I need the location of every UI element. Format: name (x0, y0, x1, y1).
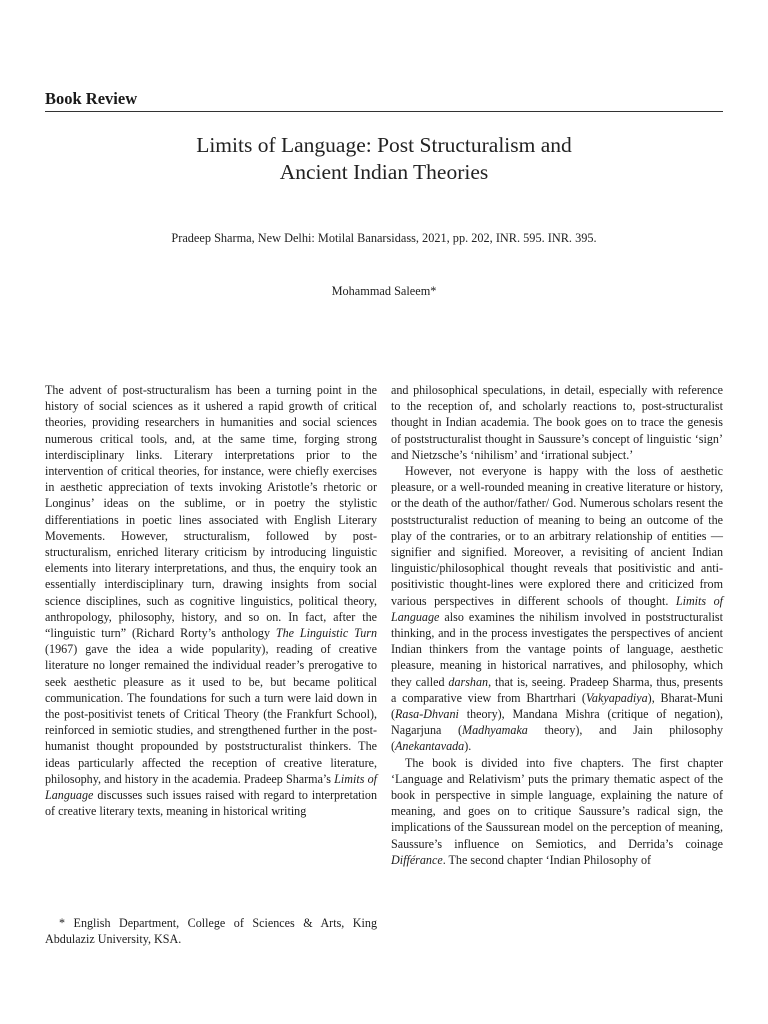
left-column (45, 382, 377, 819)
darshan-term: darshan (448, 674, 489, 689)
book-title-reference: Limits of Language (45, 771, 377, 803)
review-title-line-2: Ancient Indian Theories (279, 160, 489, 184)
header-divider (45, 111, 723, 112)
section-label: Book Review (45, 89, 138, 108)
right-paragraph-3 (391, 755, 723, 868)
review-title (45, 132, 723, 186)
vakyapadiya-term: Vakyapadiya (585, 690, 648, 705)
right-p2-text-e: theory), Mandana Mishra (critique of negation), Nagarjuna ( (391, 707, 723, 738)
review-title-line-1: Limits of Language: Post Structuralism and (196, 133, 572, 157)
review-author: Mohammad Saleem* (331, 284, 437, 298)
differance-term: Différance (391, 852, 443, 867)
right-p2-text-b: also examines the nihilism involved in poststructuralist thinking, and in the process investigates the perspectives of ancient Indian thinkers from the vantage points of language, aesthetic pleasure, meaning in historical narratives, and philosophy, which they called (391, 609, 723, 689)
right-paragraph-1: and philosophical speculations, in detail, especially with reference to the reception of, and scholarly reactions to, post-structuralist thought in Indian academia. The book goes on to trace the genesis of poststructuralist thought in Saussure’s concept of linguistic ‘sign’ and Nietzsche’s ‘nihilism’ and ‘irrational subject.’ (391, 383, 723, 462)
right-p2-text-g: ). (464, 739, 472, 754)
madhyamaka-term: Madhyamaka (462, 723, 528, 738)
anekantavada-term: Anekantavada (395, 739, 465, 754)
right-p2-text-a: However, not everyone is happy with the loss of aesthetic pleasure, or a well-rounded meaning in creative literature or history, or the death of the author/father/ God. Numerous scholars resent the poststructuralist reduction of meaning to being an outcome of the play of the contraries, or to an arbitrary relationship of entities — signifier and signified. Moreover, a revisiting of ancient Indian linguistic/philosophical thought reveals that positivistic and anti-positivistic thought-lines were explored there and criticized from various perspectives in different schools of thought. (391, 464, 723, 608)
book-citation: Pradeep Sharma, New Delhi: Motilal Banarsidass, 2021, pp. 202, INR. 595. INR. 395. (171, 231, 597, 245)
right-p2-text-f: theory), and Jain philosophy ( (391, 723, 723, 754)
right-column (391, 382, 723, 868)
left-p1-text-a: The advent of post-structuralism has been a turning point in the history of social sciences as it ushered a rapid growth of critical theories, providing researchers in humanities and social sciences numerous critical tools, and, at the same time, forging strong interdisciplinary links. Literary interpretations prior to the intervention of critical theories, for instance, were chiefly exercises in aesthetic appreciation of texts invoking Aristotle’s rhetoric or Longinus’ ideas on the sublime, or in poetry the stylistic differentiations in poetic lines associated with English Literary Movements. However, structuralism, followed by post-structuralism, enriched literary criticism by introducing linguistic elements into literary interpretations, and thus, the enquiry took an essentially interdisciplinary turn, drawing insights from social science disciplines, such as cognitive linguistics, political theory, anthropology, philosophy, history, and so on. In fact, after the “linguistic turn” (Richard Rorty’s anthology (45, 383, 377, 641)
book-title-reference-2: Limits of Language (391, 593, 723, 624)
footnote-marker: * (59, 916, 66, 930)
linguistic-turn-title: The Linguistic Turn (275, 626, 377, 641)
footnote-text: English Department, College of Sciences & Arts, King Abdulaziz University, KSA. (45, 916, 377, 947)
left-paragraph-1 (45, 382, 377, 819)
right-p2-text-d: ), Bharat-Muni ( (391, 690, 723, 722)
right-p3-text-a: The book is divided into five chapters. The first chapter ‘Language and Relativism’ puts the primary thematic aspect of the book in perspective in simple language, explaining the nature of meaning, and goes on to critique Saussure’s radical sign, the implications of the Saussurean model on the perception of meaning, Saussure’s influence on Semiotics, and Derrida’s coinage (391, 755, 723, 851)
right-p3-text-b: . The second chapter ‘Indian Philosophy of (442, 852, 652, 867)
right-p2-text-c: , that is, seeing. Pradeep Sharma, thus, presents a comparative view from Bhartrhari ( (391, 674, 723, 705)
left-p1-text-b: (1967) gave the idea a wide popularity), reading of creative literature no longer remained the individual reader’s prerogative to seek aesthetic pleasure as it used to be, but became political communication. The foundations for such a turn were laid down in the post-positivist tenets of Critical Theory (the Frankfurt School), reinforced in semiotic studies, and strengthened further in the post-humanist thought propounded by poststructuralist thinkers. The ideas particularly affected the reception of creative literature, philosophy, and history in the academia. Pradeep Sharma’s (45, 642, 377, 786)
rasa-dhvani-term: Rasa-Dhvani (395, 707, 459, 722)
author-footnote (45, 915, 377, 947)
right-paragraph-2 (391, 463, 723, 755)
left-p1-text-c: discusses such issues raised with regard to interpretation of creative literary texts, meaning in historical writing (45, 788, 377, 819)
